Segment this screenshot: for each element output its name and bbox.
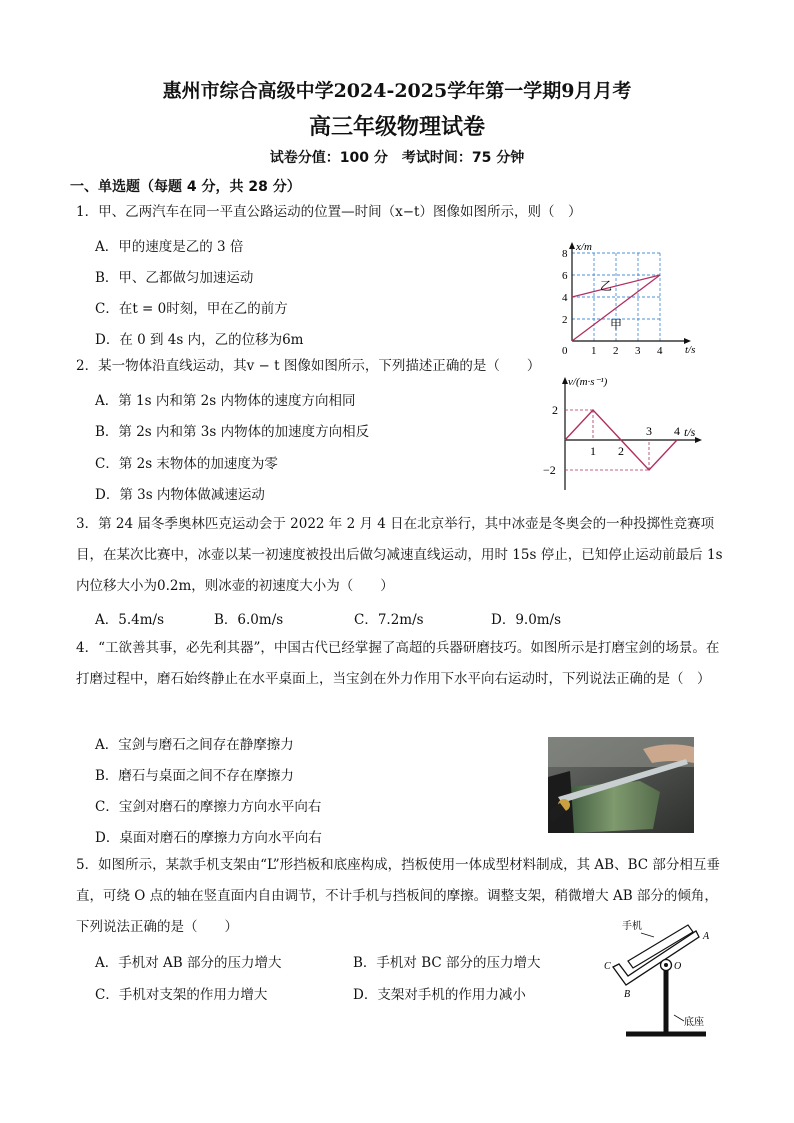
q4-option-d: D．桌面对磨石的摩擦力方向水平向右 — [95, 830, 322, 846]
q2-ytick-label: 2 — [552, 403, 558, 417]
base-leader — [674, 1015, 684, 1021]
q1-series-label: 甲 — [610, 317, 623, 332]
label-phone: 手机 — [622, 921, 642, 932]
q4-option-a: A．宝剑与磨石之间存在静摩擦力 — [95, 737, 294, 753]
q1-stem: 1．甲、乙两汽车在同一平直公路运动的位置—时间（x−t）图像如图所示，则（ ） — [76, 204, 582, 220]
q1-xtick-label: 2 — [613, 345, 619, 357]
label-o: O — [674, 961, 682, 972]
q1-option-d: D．在 0 到 4s 内，乙的位移为6m — [95, 332, 304, 348]
q2-ylabel: v/(m·s⁻¹) — [568, 376, 608, 388]
exam-info: 试卷分值：100 分 考试时间：75 分钟 — [269, 150, 525, 166]
label-a: A — [703, 931, 710, 942]
pivot-o-center — [664, 963, 668, 967]
q3-option-b: B．6.0m/s — [214, 612, 284, 628]
exam-subtitle: 高三年级物理试卷 — [308, 114, 485, 140]
q1-xtick-label: 4 — [657, 345, 663, 357]
q1-series-label: 乙 — [600, 279, 613, 293]
q3-option-c: C．7.2m/s — [354, 612, 424, 628]
l-shaped-board — [613, 931, 699, 985]
q2-xlabel: t/s — [684, 425, 696, 439]
label-b: B — [624, 989, 631, 1000]
q2-stem: 2．某一物体沿直线运动，其v − t 图像如图所示，下列描述正确的是（ ） — [76, 358, 541, 374]
q1-xtick-label: 1 — [591, 345, 597, 357]
q2-xtick-label: 1 — [590, 444, 596, 458]
q1-xt-chart — [545, 238, 715, 360]
q1-ytick-label: 4 — [562, 292, 568, 304]
q2-xtick-label: 3 — [646, 424, 652, 438]
sword-sharpening-photo — [548, 737, 694, 833]
q1-xlabel: t/s — [685, 344, 696, 356]
q3-option-d: D．9.0m/s — [491, 612, 562, 628]
section-heading: 一、单选题（每题 4 分，共 28 分） — [70, 179, 301, 195]
exam-title: 惠州市综合高级中学2024-2025学年第一学期9月月考 — [162, 80, 632, 102]
phone-leader — [641, 933, 654, 937]
q1-xtick-label: 0 — [562, 345, 568, 357]
q4-stem: 4．“工欲善其事，必先利其器”，中国古代已经掌握了高超的兵器研磨技巧。如图所示是打磨宝剑的场景。在打磨过程中，磨石始终静止在水平桌面上，当宝剑在外力作用下水平向右运动时，下列说法正确的是（ ） — [76, 640, 720, 687]
q1-option-c: C．在t = 0时刻，甲在乙的前方 — [95, 301, 288, 317]
q5-option-b: B．手机对 BC 部分的压力增大 — [353, 955, 541, 971]
q2-option-d: D．第 3s 内物体做减速运动 — [95, 487, 265, 503]
q5-option-d: D．支架对手机的作用力减小 — [353, 987, 526, 1003]
q2-xtick-label: 2 — [618, 444, 624, 458]
q4-option-b: B．磨石与桌面之间不存在摩擦力 — [95, 768, 294, 784]
q2-xtick-label: 4 — [674, 424, 680, 438]
q4-option-c: C．宝剑对磨石的摩擦力方向水平向右 — [95, 799, 322, 815]
q3-option-a: A．5.4m/s — [95, 612, 164, 628]
phone-stand-diagram — [596, 915, 722, 1040]
label-base: 底座 — [684, 1017, 704, 1028]
q2-option-a: A．第 1s 内和第 2s 内物体的速度方向相同 — [95, 393, 356, 409]
q5-stem: 5．如图所示，某款手机支架由“L”形挡板和底座构成，挡板使用一体成型材料制成，其 AB、BC 部分相互垂直，可绕 O 点的轴在竖直面内自由调节，不计手机与挡板间的摩擦。调整支架，稍微增大 AB 部分的倾角，下列说法正确的是（ ） — [76, 857, 720, 935]
q3-stem: 3．第 24 届冬季奥林匹克运动会于 2022 年 2 月 4 日在北京举行，其中冰壶是冬奥会的一种投掷性竞赛项目，在某次比赛中，冰壶以某一初速度被投出后做匀减速直线运动，用时 15s 停止，已知停止运动前最后 1s 内位移大小为0.2m，则冰壶的初速度大小为（ ） — [76, 516, 723, 594]
q2-t-arrow — [695, 437, 702, 443]
q1-ylabel: x/m — [576, 241, 592, 253]
q5-option-a: A．手机对 AB 部分的压力增大 — [95, 955, 282, 971]
q1-y-arrow — [569, 242, 575, 249]
q1-xtick-label: 3 — [635, 345, 641, 357]
q2-ytick-label: −2 — [543, 463, 556, 477]
q1-ytick-label: 2 — [562, 314, 568, 326]
q2-option-b: B．第 2s 内和第 3s 内物体的加速度方向相反 — [95, 424, 370, 440]
q1-ytick-label: 8 — [562, 248, 568, 260]
q2-vt-chart — [540, 370, 720, 495]
q5-option-c: C．手机对支架的作用力增大 — [95, 987, 268, 1003]
q1-option-b: B．甲、乙都做匀加速运动 — [95, 270, 254, 286]
q1-option-a: A．甲的速度是乙的 3 倍 — [95, 239, 244, 255]
label-c: C — [604, 961, 611, 972]
q1-ytick-label: 6 — [562, 270, 568, 282]
q2-option-c: C．第 2s 末物体的加速度为零 — [95, 456, 278, 472]
